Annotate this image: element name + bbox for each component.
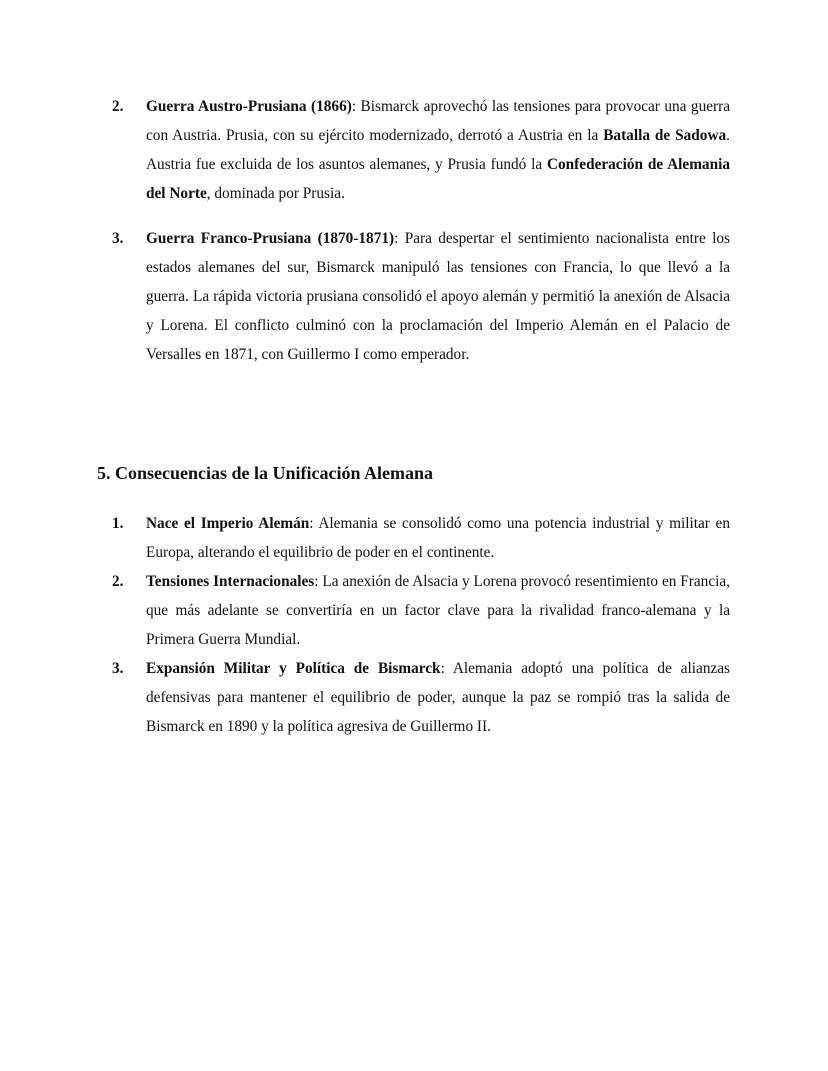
item-bold-term: Batalla de Sadowa bbox=[603, 127, 727, 144]
list-item-austro-prussian-war bbox=[112, 92, 730, 208]
item-text: : Bismarck aprovechó las tensiones para provocar una guerra con Austria. Prusia, con su ejército modernizado, derrotó a Austria en la bbox=[146, 98, 730, 144]
list-item-international-tensions bbox=[112, 567, 730, 654]
item-text: : Alemania adoptó una política de alianzas defensivas para mantener el equilibrio de poder, aunque la paz se rompió tras la salida de Bismarck en 1890 y la política agresiva de Guillermo II. bbox=[146, 660, 731, 735]
item-title: Nace el Imperio Alemán bbox=[146, 515, 310, 532]
list-item-military-expansion bbox=[112, 654, 730, 741]
item-text: , dominada por Prusia. bbox=[206, 185, 345, 202]
list-item-german-empire bbox=[112, 509, 730, 567]
item-bold-term: Confederación de Alemania del Norte bbox=[146, 156, 730, 202]
list-number: 1. bbox=[112, 515, 124, 532]
item-title: Guerra Franco-Prusiana (1870-1871) bbox=[146, 230, 395, 247]
item-text: : Alemania se consolidó como una potencia industrial y militar en Europa, alterando el equilibrio de poder en el continente. bbox=[146, 515, 730, 561]
item-text: : Para despertar el sentimiento nacionalista entre los estados alemanes del sur, Bismarck manipuló las tensiones con Francia, lo que llevó a la guerra. La rápida victoria prusiana consolidó el apoyo alemán y permitió la anexión de Alsacia y Lorena. El conflicto culminó con la proclamación del Imperio Alemán en el Palacio de Versalles en 1871, con Guillermo I como emperador. bbox=[146, 230, 730, 363]
section-heading: 5. Consecuencias de la Unificación Alemana bbox=[97, 463, 433, 483]
item-text: : La anexión de Alsacia y Lorena provocó resentimiento en Francia, que más adelante se convertiría en un factor clave para la rivalidad franco-alemana y la Primera Guerra Mundial. bbox=[146, 573, 730, 648]
list-number: 3. bbox=[112, 660, 124, 677]
list-item-franco-prussian-war bbox=[112, 224, 730, 369]
item-text: . Austria fue excluida de los asuntos alemanes, y Prusia fundó la bbox=[146, 127, 730, 173]
list-number: 2. bbox=[112, 573, 124, 590]
item-title: Expansión Militar y Política de Bismarck bbox=[146, 660, 441, 677]
item-title: Tensiones Internacionales bbox=[146, 573, 315, 590]
consequences-list bbox=[112, 509, 730, 741]
wars-list bbox=[112, 92, 730, 369]
list-number: 3. bbox=[112, 230, 124, 247]
list-number: 2. bbox=[112, 98, 124, 115]
item-title: Guerra Austro-Prusiana (1866) bbox=[146, 98, 352, 115]
